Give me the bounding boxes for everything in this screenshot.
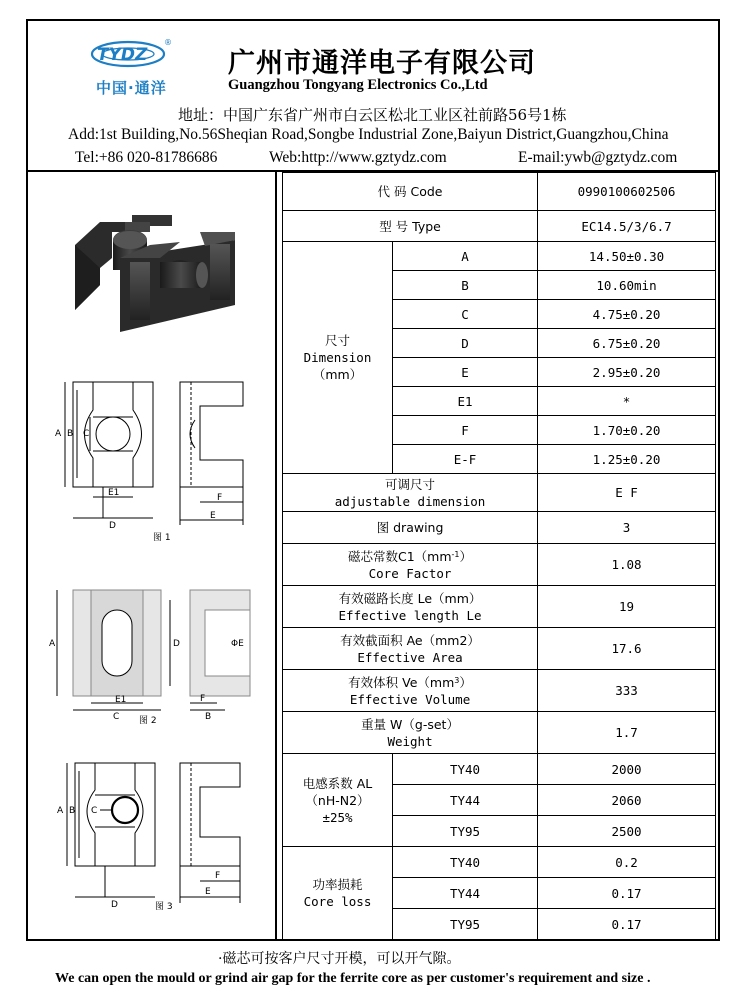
al-material: TY40 <box>392 754 537 785</box>
figure-1-caption: 图 1 <box>153 533 171 543</box>
ve-label <box>283 670 538 712</box>
table-row <box>283 173 716 211</box>
core-factor-label <box>283 544 538 586</box>
table-row <box>283 712 716 754</box>
ae-label <box>283 628 538 670</box>
svg-text:F: F <box>217 493 223 503</box>
code-label: 代 码 Code <box>283 173 538 211</box>
svg-text:F: F <box>200 694 206 704</box>
figure-3-caption: 图 3 <box>155 902 173 912</box>
core-factor-value: 1.08 <box>538 544 716 586</box>
adjustable-label-cn: 可调尺寸 <box>385 476 436 492</box>
al-unit: （nH-N2） <box>305 792 370 808</box>
loss-cn: 功率损耗 <box>312 877 363 892</box>
loss-en: Core loss <box>303 894 372 909</box>
telephone: Tel:+86 020-81786686 <box>75 149 218 166</box>
core-factor-en: Core Factor <box>368 565 452 581</box>
spec-table <box>282 172 716 940</box>
table-row <box>283 628 716 670</box>
svg-text:C: C <box>83 429 90 439</box>
al-label <box>283 754 393 847</box>
footer-note-en: We can open the mould or grind air gap for the ferrite core as per customer's requirement and size . <box>55 971 651 986</box>
figure-3-drawing <box>45 755 260 915</box>
svg-text:E1: E1 <box>108 488 120 498</box>
weight-value: 1.7 <box>538 712 716 754</box>
column-divider <box>275 172 277 940</box>
type-value: EC14.5/3/6.7 <box>538 211 716 242</box>
website: Web:http://www.gztydz.com <box>269 149 447 166</box>
code-value: 0990100602506 <box>538 173 716 211</box>
svg-text:F: F <box>215 871 221 881</box>
table-row <box>283 474 716 512</box>
loss-material: TY44 <box>392 878 537 909</box>
table-row <box>283 544 716 586</box>
svg-text:E1: E1 <box>115 695 127 705</box>
loss-value: 0.17 <box>538 909 716 940</box>
al-value: 2060 <box>538 785 716 816</box>
le-en: Effective length Le <box>338 607 482 623</box>
logo-cn-text: 中国·通洋 <box>96 79 167 97</box>
dimension-label-cn: 尺寸 <box>324 333 350 348</box>
dimension-value: 10.60min <box>538 271 716 300</box>
svg-text:B: B <box>205 712 212 722</box>
adjustable-label <box>283 474 538 512</box>
footer-note-cn: ·磁芯可按客户尺寸开模，可以开气隙。 <box>218 951 461 967</box>
ve-cn: 有效体积 Ve（mm <box>348 674 455 690</box>
svg-text:D: D <box>111 900 118 910</box>
dimension-value: 2.95±0.20 <box>538 358 716 387</box>
core-photo <box>70 210 240 340</box>
dimension-name: E1 <box>392 387 537 416</box>
adjustable-value: E F <box>538 474 716 512</box>
al-tolerance: ±25% <box>322 809 353 825</box>
ve-en: Effective Volume <box>349 691 471 707</box>
drawing-value: 3 <box>538 512 716 544</box>
al-value: 2000 <box>538 754 716 785</box>
svg-text:B: B <box>69 806 76 816</box>
ae-cn: 有效截面积 Ae（mm2） <box>340 632 480 648</box>
logo-text: TYDZ <box>97 45 148 65</box>
ve-sup: 3 <box>454 675 460 685</box>
svg-text:E: E <box>210 511 216 521</box>
weight-label <box>283 712 538 754</box>
ae-value: 17.6 <box>538 628 716 670</box>
loss-material: TY95 <box>392 909 537 940</box>
al-value: 2500 <box>538 816 716 847</box>
le-cn: 有效磁路长度 Le（mm） <box>338 590 482 606</box>
dimension-unit: （mm） <box>312 367 363 382</box>
svg-text:C: C <box>91 806 98 816</box>
table-row <box>283 586 716 628</box>
adjustable-label-en: adjustable dimension <box>334 493 486 509</box>
al-material: TY44 <box>392 785 537 816</box>
dimension-value: 1.25±0.20 <box>538 445 716 474</box>
svg-text:E: E <box>205 887 211 897</box>
drawing-label: 图 drawing <box>283 512 538 544</box>
dimension-value: 14.50±0.30 <box>538 242 716 271</box>
core-factor-close: ） <box>459 548 473 564</box>
dimension-name: E <box>392 358 537 387</box>
company-name-cn: 广州市通洋电子有限公司 <box>228 48 536 79</box>
ve-close: ） <box>459 674 472 690</box>
al-cn: 电感系数 AL <box>302 775 373 791</box>
dimension-label <box>283 242 393 474</box>
dimension-name: A <box>392 242 537 271</box>
ae-en: Effective Area <box>357 649 463 665</box>
dimension-name: D <box>392 329 537 358</box>
company-name-en: Guangzhou Tongyang Electronics Co.,Ltd <box>228 77 488 93</box>
le-value: 19 <box>538 586 716 628</box>
dimension-value: 6.75±0.20 <box>538 329 716 358</box>
weight-en: Weight <box>387 733 433 749</box>
core-factor-cn: 磁芯常数C1（mm <box>348 548 452 564</box>
ve-value: 333 <box>538 670 716 712</box>
email: E-mail:ywb@gztydz.com <box>518 149 678 166</box>
loss-value: 0.2 <box>538 847 716 878</box>
dimension-name: B <box>392 271 537 300</box>
figure-2-drawing <box>45 580 260 730</box>
core-factor-sup: -1 <box>451 549 460 559</box>
loss-value: 0.17 <box>538 878 716 909</box>
table-row <box>283 670 716 712</box>
dimension-value: 4.75±0.20 <box>538 300 716 329</box>
dimension-value: * <box>538 387 716 416</box>
le-label <box>283 586 538 628</box>
svg-text:A: A <box>49 639 56 649</box>
svg-text:ΦE: ΦE <box>231 639 244 649</box>
loss-material: TY40 <box>392 847 537 878</box>
address-cn: 地址：中国广东省广州市白云区松北工业区社前路56号1栋 <box>178 106 567 124</box>
svg-text:C: C <box>113 712 120 722</box>
dimension-name: C <box>392 300 537 329</box>
dimension-label-en: Dimension <box>303 350 372 365</box>
loss-label <box>283 847 393 940</box>
svg-text:D: D <box>109 521 116 531</box>
logo-mark: ® <box>164 38 172 47</box>
address-en: Add:1st Building,No.56Sheqian Road,Songbe Industrial Zone,Baiyun District,Guangzhou,China <box>68 126 669 143</box>
figure-2-caption: 图 2 <box>139 716 157 726</box>
dimension-name: E-F <box>392 445 537 474</box>
type-label: 型 号 Type <box>283 211 538 242</box>
figure-1-drawing <box>45 370 260 545</box>
table-row <box>283 847 716 878</box>
table-row <box>283 512 716 544</box>
svg-text:A: A <box>57 806 64 816</box>
weight-cn: 重量 W（g-set） <box>361 716 459 732</box>
al-material: TY95 <box>392 816 537 847</box>
svg-text:B: B <box>67 429 74 439</box>
table-row <box>283 754 716 785</box>
dimension-name: F <box>392 416 537 445</box>
table-row <box>283 242 716 271</box>
table-row <box>283 211 716 242</box>
svg-text:D: D <box>173 639 180 649</box>
svg-text:A: A <box>55 429 62 439</box>
dimension-value: 1.70±0.20 <box>538 416 716 445</box>
